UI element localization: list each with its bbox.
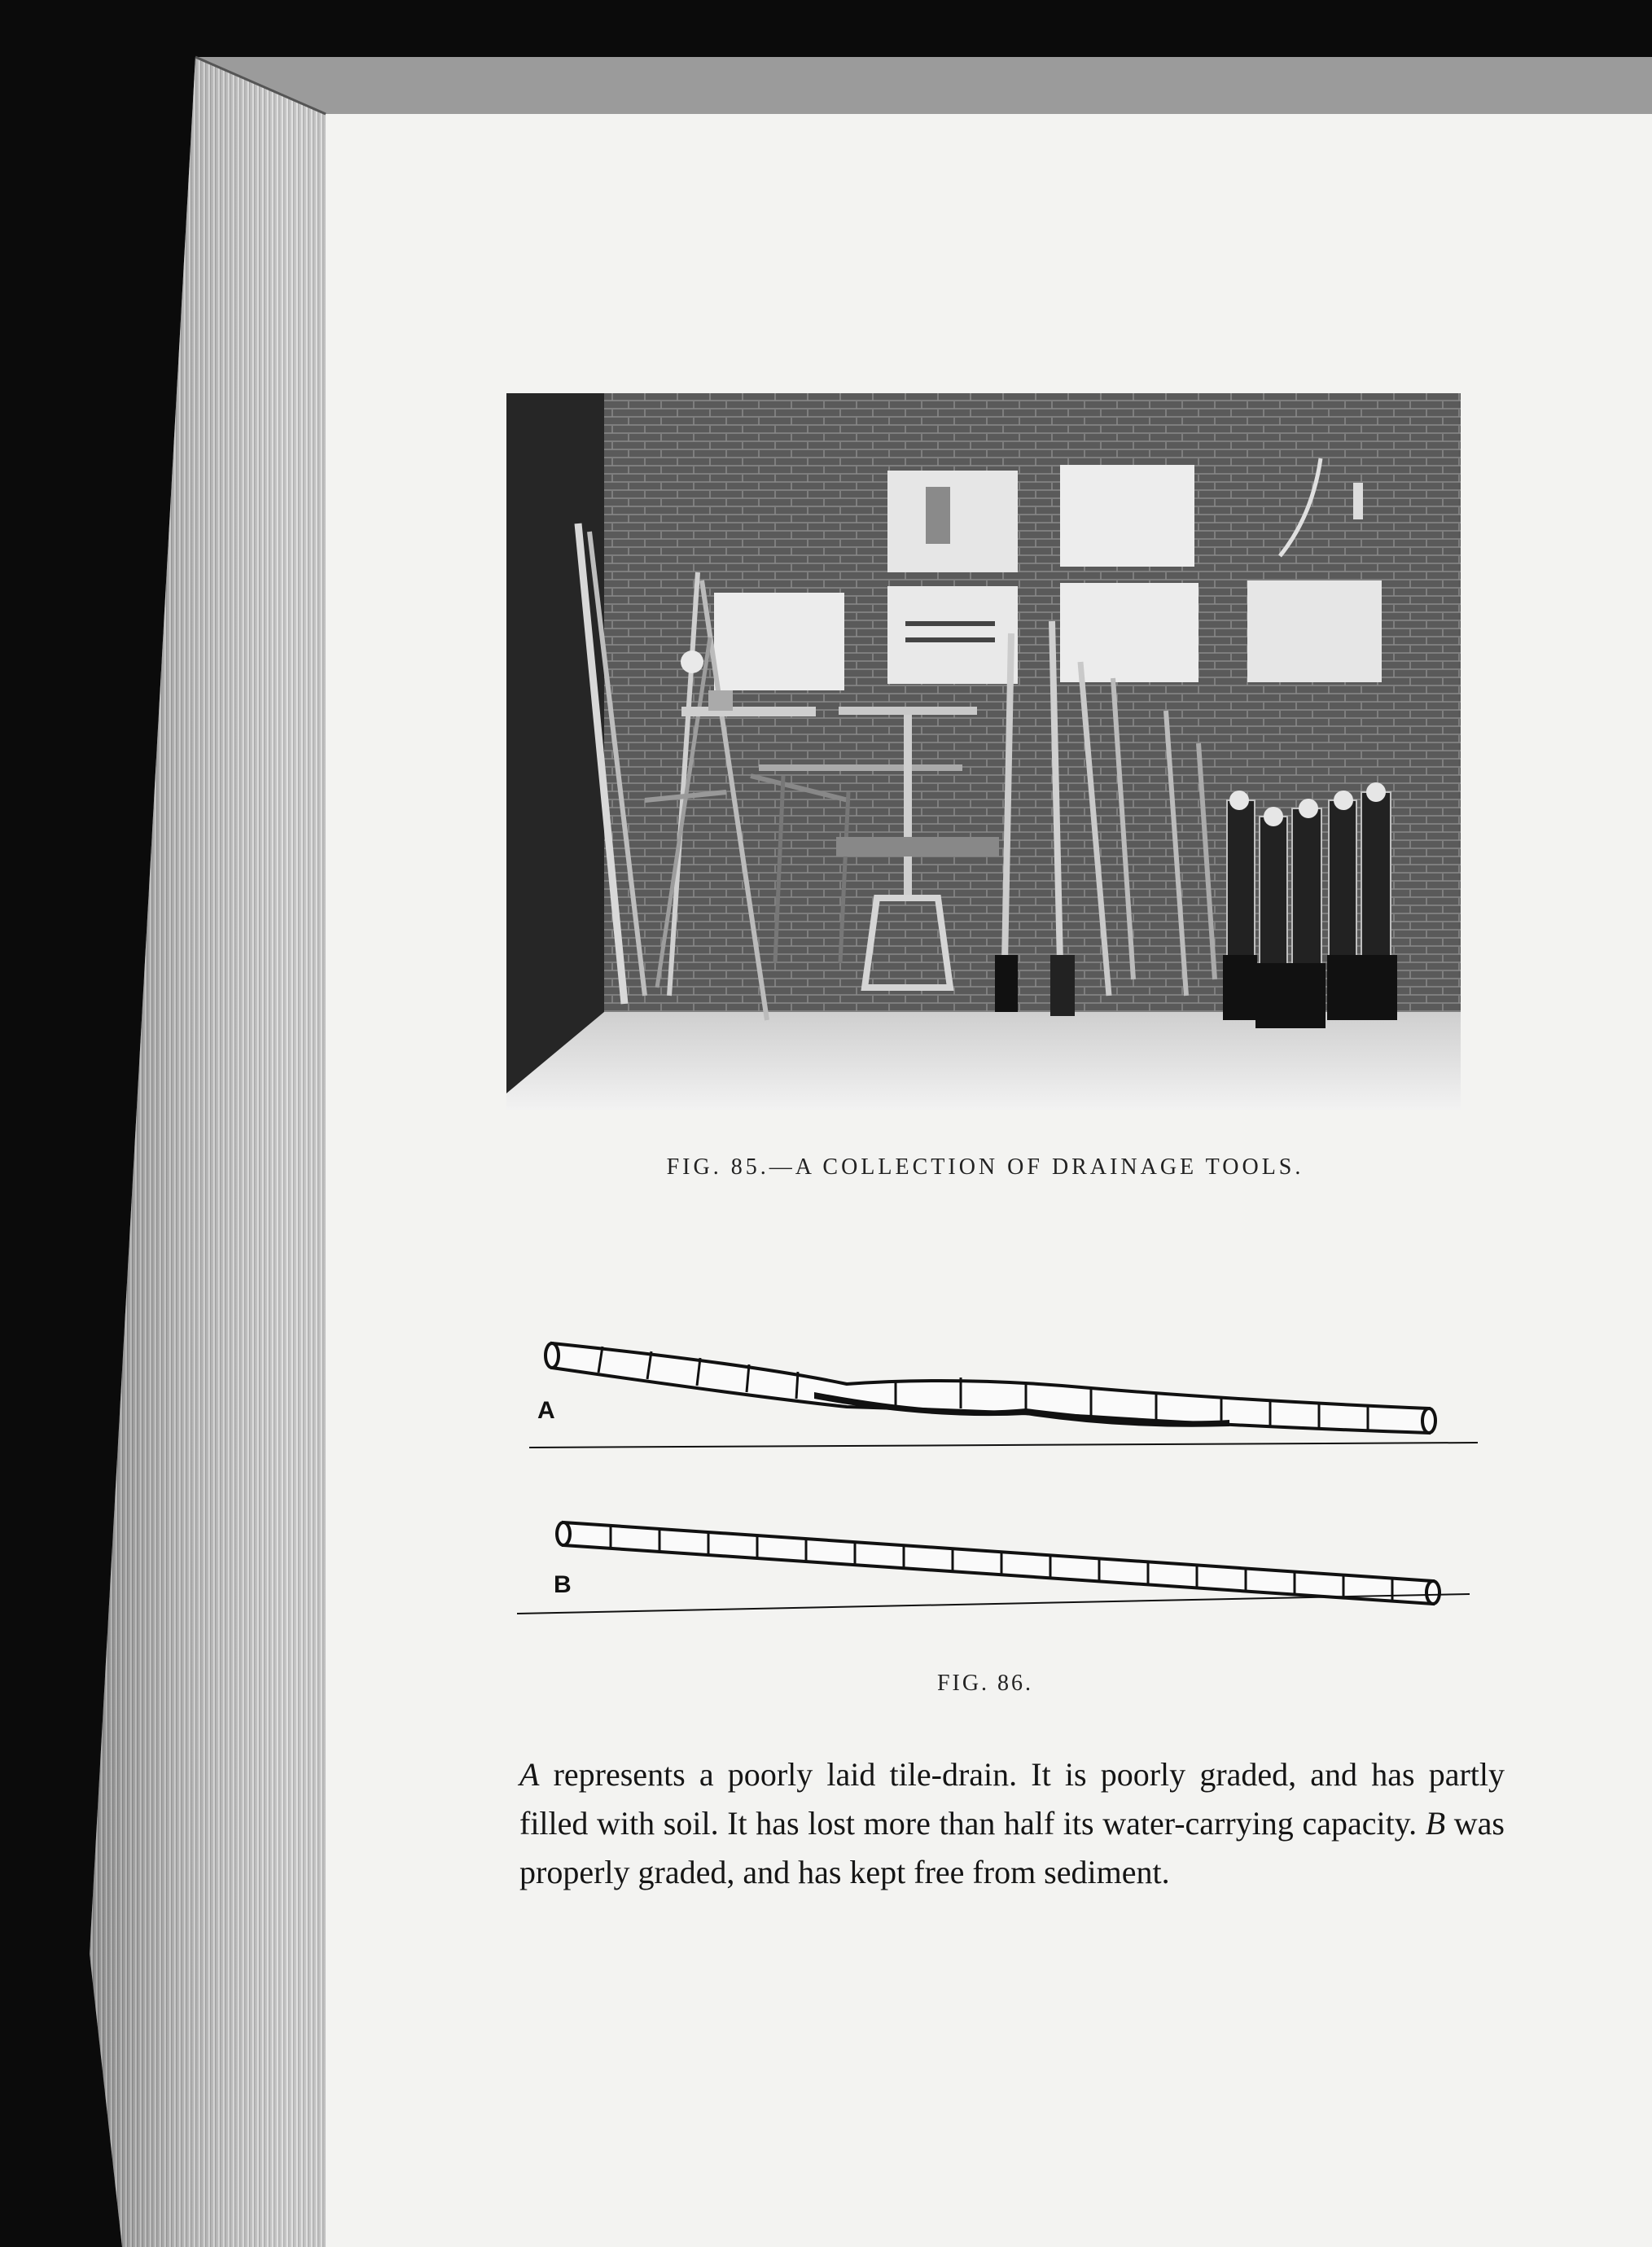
drain-b-reference: B [1425, 1805, 1446, 1842]
drainage-tools-photo [506, 393, 1461, 1110]
drain-a-drawing [529, 1343, 1478, 1448]
drain-a-label: A [537, 1397, 555, 1424]
drain-b-label: B [554, 1571, 572, 1598]
drain-b-description: was properly graded, and has kept free from sediment. [519, 1805, 1505, 1890]
explanation-paragraph [519, 1750, 1505, 1897]
figure-85-caption: FIG. 85.—A COLLECTION OF DRAINAGE TOOLS. [666, 1154, 1304, 1180]
tile-drain-diagram [505, 1319, 1482, 1620]
figure-86-caption: FIG. 86. [936, 1671, 1034, 1696]
drain-a-description: represents a poorly laid tile-drain. It is poorly graded, and has partly filled with soil. It has lost more than half its water-carrying capacity. [519, 1756, 1505, 1842]
drainage-tools-illustration [506, 393, 1461, 1110]
drain-b-drawing [517, 1522, 1470, 1614]
tile-drain-drawing [505, 1319, 1482, 1620]
drain-a-reference: A [519, 1756, 540, 1793]
